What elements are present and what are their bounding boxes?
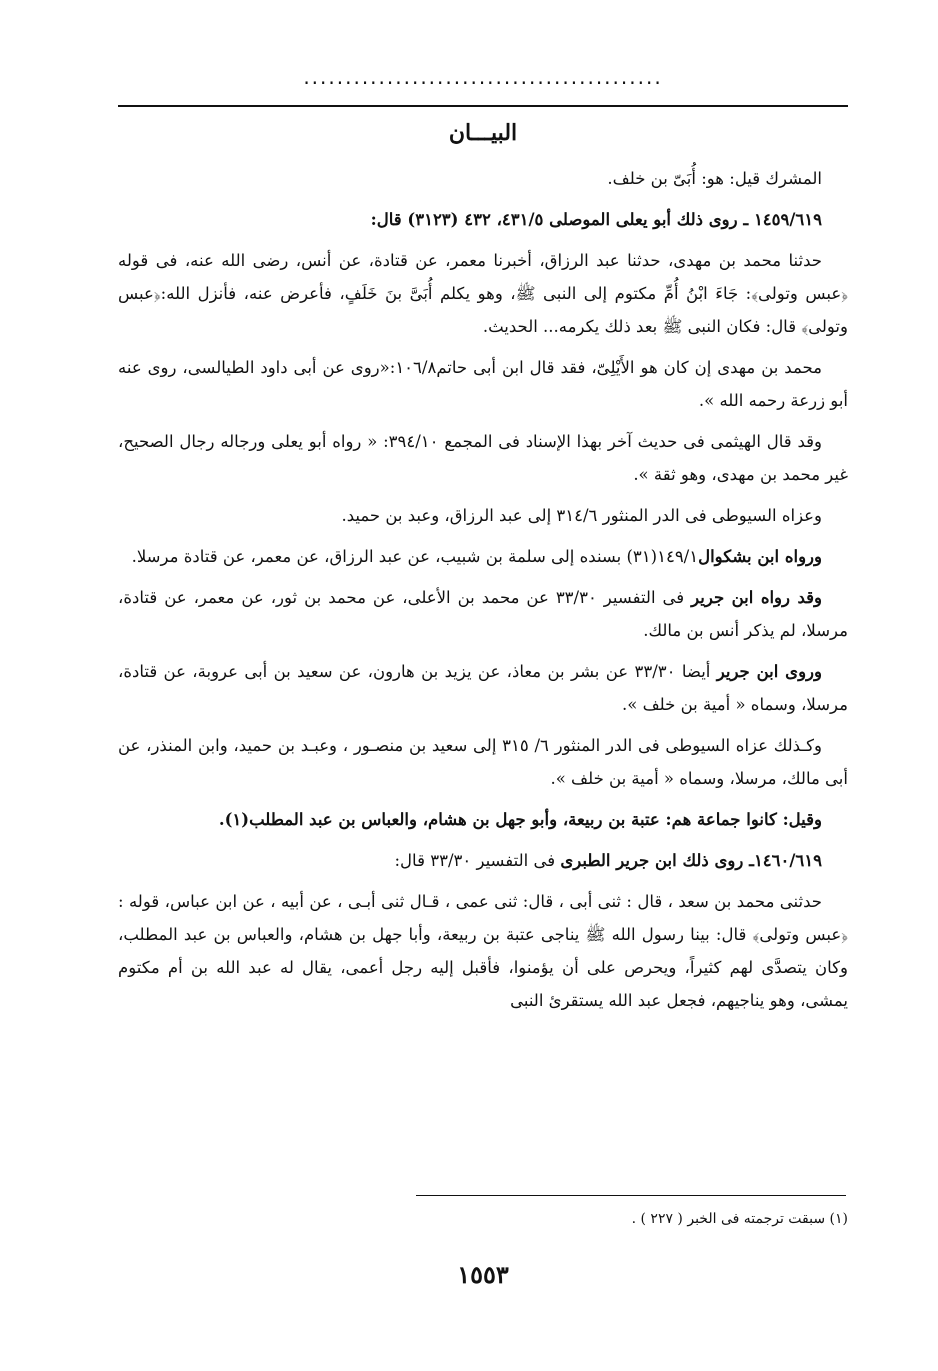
paragraph-10: وكـذلك عزاه السيوطى فى الدر المنثور ٦/ ٣١٥ إلى سعيد بن منصـور ، وعبـد بن حميد، وابن المنذر، عن أبى مالك، مرسلا، وسماه « أمية بن خلف ».	[118, 736, 848, 788]
paragraph-2: ١٤٥٩/٦١٩ ـ روى ذلك أبو يعلى الموصلى ٤٣١/٥، ٤٣٢ (٣١٢٣) قال:	[370, 210, 822, 229]
paragraph-12: ١٤٦٠/٦١٩ـ روى ذلك ابن جرير الطبرى فى التفسير ٣٣/٣٠ قال:	[394, 851, 822, 870]
footnote-rule	[416, 1195, 846, 1196]
body-text	[118, 162, 848, 1025]
paragraph-6: وعزاه السيوطى فى الدر المنثور ٣١٤/٦ إلى عبد الرزاق، وعبد بن حميد.	[341, 506, 822, 525]
paragraph-11: وقيل: كانوا جماعة هم: عتبة بن ربيعة، وأبو جهل بن هشام، والعباس بن عبد المطلب(١).	[218, 810, 822, 829]
paragraph-13: حدثنى محمد بن سعد ، قال : ثنى أبى ، قال: ثنى عمى ، قـال ثنى أبـى ، عن أبيه ، عن ابن عباس، قوله :﴿عبس وتولى﴾ قال: بينا رسول الله ﷺ يناجى عتبة بن ربيعة، وأبا جهل بن هشام، والعباس بن عبد المطلب، وكان يتصدَّى لهم كثيراً، ويحرص على أن يؤمنوا، فأقبل إليه رجل أعمى، يقال له عبد الله بن أم مكتوم يمشى، وهو يناجيهم، فجعل عبد الله يستقرئ النبى	[118, 892, 848, 1010]
paragraph-4: محمد بن مهدى إن كان هو الأَيْلِىّ، فقد قال ابن أبى حاتم١٠٦/٨:«روى عن أبى داود الطيالسى، روى عنه أبو زرعة رحمه الله ».	[118, 358, 848, 410]
header-rule	[118, 105, 848, 107]
paragraph-1: المشرك قيل: هو: أُبَىّ بن خلف.	[607, 169, 822, 188]
section-heading: البيـــان	[448, 120, 518, 146]
paragraph-5: وقد قال الهيثمى فى حديث آخر بهذا الإسناد فى المجمع ٣٩٤/١٠: « رواه أبو يعلى ورجاله رجال الصحيح، غير محمد بن مهدى، وهو ثقة ».	[118, 432, 848, 484]
page-number: ١٥٥٣	[457, 1260, 509, 1289]
paragraph-9: وروى ابن جرير أيضا ٣٣/٣٠ عن بشر بن معاذ، عن يزيد بن هارون، عن سعيد بن أبى عروبة، عن قتادة، مرسلا، وسماه « أمية بن خلف ».	[118, 662, 848, 714]
footnote: (١) سبقت ترجمته فى الخبر ( ٢٢٧ ) .	[631, 1211, 848, 1227]
header-dotted-line: ...........................................	[303, 70, 663, 84]
paragraph-3: حدثنا محمد بن مهدى، حدثنا عبد الرزاق، أخبرنا معمر، عن قتادة، عن أنس، رضى الله عنه، فى قوله ﴿عبس وتولى﴾: جَاءَ ابْنُ أُمِّ مكتوم إلى النبى ﷺ، وهو يكلم أُبَىَّ بنَ خَلَفٍ، فأعرض عنه، فأنزل الله:﴿عبس وتولى﴾ قال: فكان النبى ﷺ بعد ذلك يكرمه... الحديث.	[118, 251, 848, 336]
paragraph-8: وقد رواه ابن جرير فى التفسير ٣٣/٣٠ عن محمد بن الأعلى، عن محمد بن ثور، عن معمر، عن قتادة، مرسلا، لم يذكر أنس بن مالك.	[118, 588, 848, 640]
paragraph-7: ورواه ابن بشكوال١٤٩/١(٣١) بسنده إلى سلمة بن شبيب، عن عبد الرزاق، عن معمر، عن قتادة مرسلا.	[131, 547, 822, 566]
